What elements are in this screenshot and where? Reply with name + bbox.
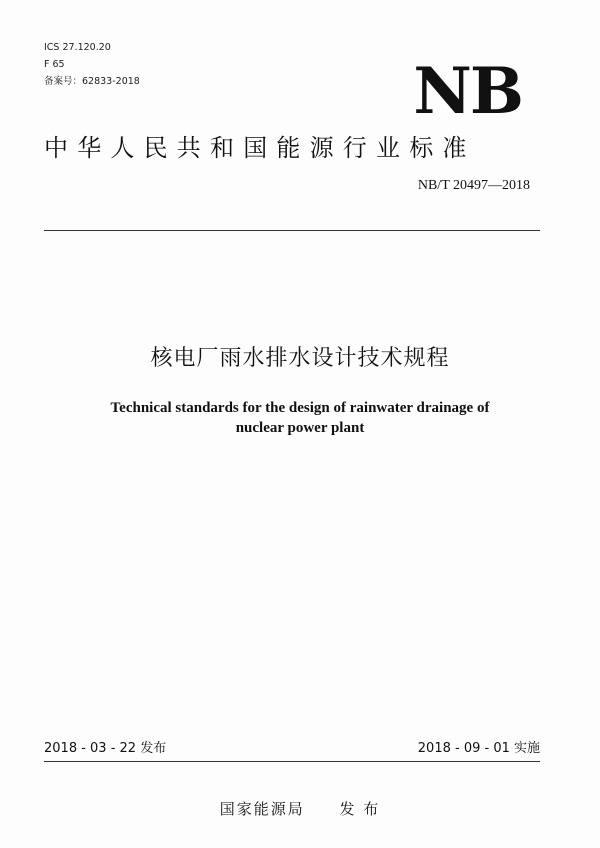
classification-code: F 65: [44, 59, 65, 70]
document-title-chinese: 核电厂雨水排水设计技术规程: [150, 346, 450, 371]
publisher: [0, 800, 600, 818]
publisher-name: 国家能源局: [219, 800, 305, 818]
effective-date: 2018 - 09 - 01 实施: [417, 741, 540, 756]
publisher-action: 发 布: [339, 800, 381, 818]
standard-number: NB/T 20497—2018: [417, 178, 530, 193]
issue-date: 2018 - 03 - 22 发布: [44, 741, 167, 756]
document-title-english-line-2: nuclear power plant: [235, 420, 365, 436]
header-divider: [44, 230, 540, 231]
record-number: 备案号：62833-2018: [44, 76, 140, 87]
nb-logo: NB: [413, 54, 522, 129]
ics-code: ICS 27.120.20: [44, 42, 111, 53]
footer-divider: [44, 761, 540, 762]
document-title-english-line-1: Technical standards for the design of rainwater drainage of: [110, 400, 490, 416]
organization-title: 中华人民共和国能源行业标准: [44, 134, 476, 162]
